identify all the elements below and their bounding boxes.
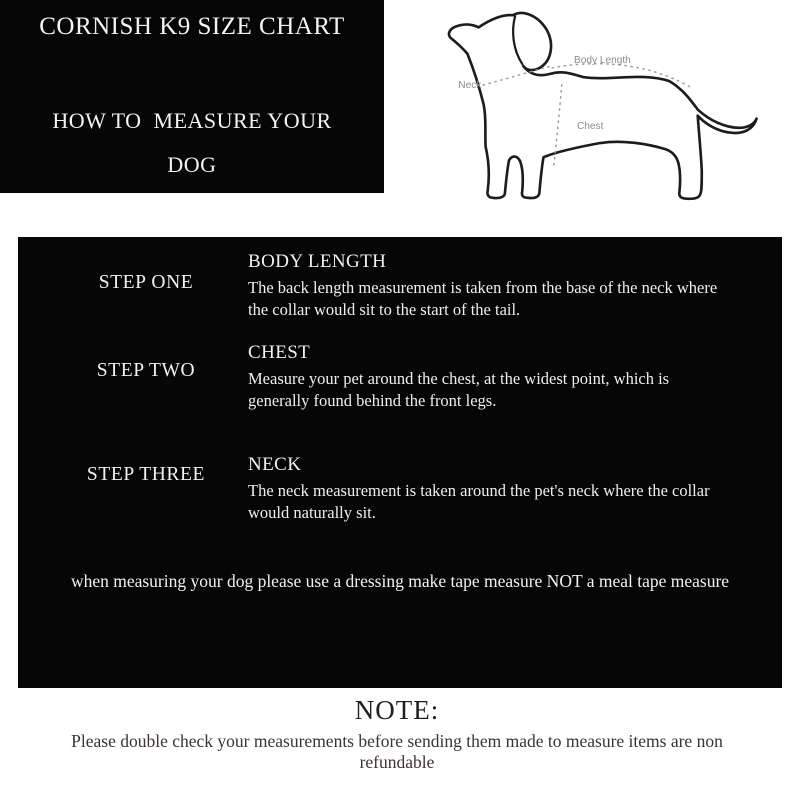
step-one-heading: BODY LENGTH — [248, 251, 387, 272]
tape-measure-note: when measuring your dog please use a dressing make tape measure NOT a meal tape measure — [70, 571, 730, 591]
body-length-measure-line — [552, 64, 691, 88]
step-one-label: STEP ONE — [98, 272, 194, 293]
dog-ear-line — [513, 16, 522, 64]
step-two-label: STEP TWO — [96, 360, 196, 381]
chest-label: Chest — [576, 120, 604, 132]
instructions-panel — [18, 237, 782, 688]
step-two-heading: CHEST — [248, 342, 311, 363]
dachshund-illustration — [438, 3, 788, 211]
title-panel — [0, 0, 384, 193]
neck-label: Neck — [458, 80, 482, 92]
step-one-description: The back length measurement is taken from the base of the neck where the collar would sit to the start of the tail. — [248, 278, 718, 319]
step-three-description: The neck measurement is taken around the pet's neck where the collar would naturally sit. — [248, 481, 710, 522]
chest-measure-line — [554, 84, 562, 167]
page-subtitle-line2: DOG — [167, 152, 217, 177]
step-row-two — [18, 342, 782, 412]
note-text: Please double check your measurements before sending them made to measure items are non refundable — [71, 731, 723, 772]
body-length-label: Body Length — [573, 54, 631, 66]
step-three-heading: NECK — [248, 454, 302, 475]
dog-measurement-diagram — [438, 3, 788, 211]
dog-outline — [449, 13, 757, 199]
note-heading: NOTE: — [354, 695, 440, 725]
step-row-one — [18, 251, 782, 321]
step-row-three — [18, 454, 782, 524]
step-three-label: STEP THREE — [86, 464, 206, 485]
step-two-description: Measure your pet around the chest, at the widest point, which is generally found behind the front legs. — [248, 369, 670, 410]
page-title: CORNISH K9 SIZE CHART — [39, 13, 345, 40]
page-subtitle-line1: HOW TO MEASURE YOUR — [52, 108, 332, 133]
